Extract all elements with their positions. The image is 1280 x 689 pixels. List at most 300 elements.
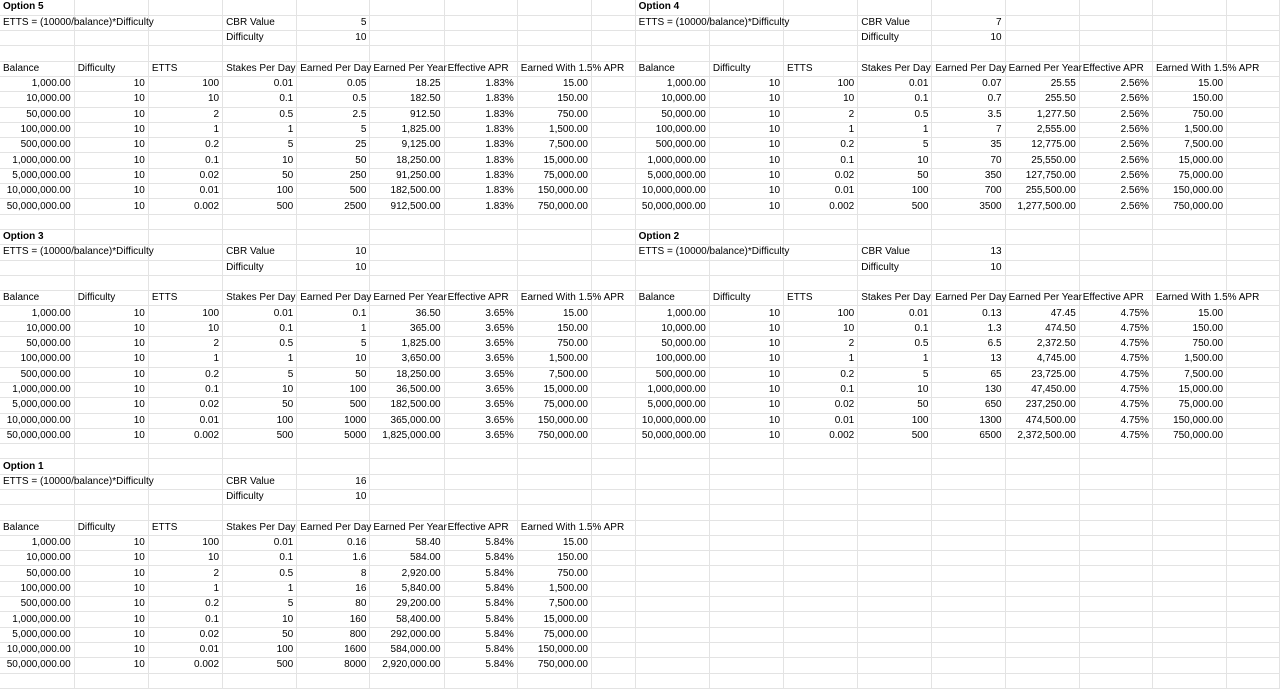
stakes-cell[interactable]: 100 bbox=[858, 184, 932, 199]
sheet-cell[interactable] bbox=[709, 551, 783, 566]
sheet-cell[interactable] bbox=[932, 551, 1005, 566]
sheet-cell[interactable] bbox=[591, 642, 635, 657]
sheet-cell[interactable] bbox=[0, 46, 74, 61]
column-header[interactable]: Balance bbox=[635, 61, 709, 76]
balance-cell[interactable]: 100,000.00 bbox=[635, 352, 709, 367]
earned-15-apr-cell[interactable]: 750,000.00 bbox=[517, 199, 591, 214]
etts-cell[interactable]: 0.02 bbox=[784, 398, 858, 413]
balance-cell[interactable]: 10,000.00 bbox=[635, 92, 709, 107]
sheet-cell[interactable] bbox=[709, 535, 783, 550]
earned-per-year-cell[interactable]: 2,372,500.00 bbox=[1005, 428, 1079, 443]
sheet-cell[interactable] bbox=[370, 490, 444, 505]
sheet-cell[interactable] bbox=[444, 245, 517, 260]
sheet-cell[interactable] bbox=[444, 673, 517, 688]
earned-15-apr-cell[interactable]: 7,500.00 bbox=[1152, 138, 1226, 153]
sheet-cell[interactable] bbox=[444, 31, 517, 46]
column-header[interactable]: Balance bbox=[0, 291, 74, 306]
apr-cell[interactable]: 3.65% bbox=[444, 428, 517, 443]
sheet-cell[interactable] bbox=[635, 658, 709, 673]
formula-label[interactable]: ETTS = (10000/balance)*Difficulty bbox=[635, 15, 709, 30]
balance-cell[interactable]: 50,000.00 bbox=[0, 337, 74, 352]
etts-cell[interactable]: 0.002 bbox=[148, 199, 222, 214]
sheet-cell[interactable] bbox=[858, 214, 932, 229]
sheet-cell[interactable] bbox=[1227, 275, 1280, 290]
sheet-cell[interactable] bbox=[709, 444, 783, 459]
sheet-cell[interactable] bbox=[1227, 505, 1280, 520]
earned-per-year-cell[interactable]: 18,250.00 bbox=[370, 153, 444, 168]
difficulty-cell[interactable]: 10 bbox=[74, 535, 148, 550]
sheet-cell[interactable] bbox=[1005, 46, 1079, 61]
sheet-cell[interactable] bbox=[1152, 31, 1226, 46]
etts-cell[interactable]: 0.002 bbox=[148, 658, 222, 673]
earned-per-year-cell[interactable]: 1,825.00 bbox=[370, 337, 444, 352]
sheet-cell[interactable] bbox=[1079, 627, 1152, 642]
sheet-cell[interactable] bbox=[1227, 566, 1280, 581]
etts-cell[interactable]: 1 bbox=[148, 581, 222, 596]
etts-cell[interactable]: 10 bbox=[784, 92, 858, 107]
sheet-cell[interactable] bbox=[591, 673, 635, 688]
sheet-cell[interactable] bbox=[858, 474, 932, 489]
earned-per-year-cell[interactable]: 23,725.00 bbox=[1005, 367, 1079, 382]
sheet-cell[interactable] bbox=[932, 581, 1005, 596]
earned-per-year-cell[interactable]: 912.50 bbox=[370, 107, 444, 122]
earned-per-year-cell[interactable]: 58.40 bbox=[370, 535, 444, 550]
balance-cell[interactable]: 50,000,000.00 bbox=[635, 199, 709, 214]
sheet-cell[interactable] bbox=[1152, 260, 1226, 275]
stakes-cell[interactable]: 0.1 bbox=[223, 92, 297, 107]
sheet-cell[interactable] bbox=[0, 490, 74, 505]
sheet-cell[interactable] bbox=[784, 490, 858, 505]
difficulty-cell[interactable]: 10 bbox=[74, 337, 148, 352]
stakes-cell[interactable]: 100 bbox=[858, 413, 932, 428]
sheet-cell[interactable] bbox=[297, 459, 370, 474]
stakes-cell[interactable]: 0.01 bbox=[858, 306, 932, 321]
difficulty-label[interactable]: Difficulty bbox=[223, 260, 297, 275]
earned-15-apr-cell[interactable]: 75,000.00 bbox=[517, 168, 591, 183]
sheet-cell[interactable] bbox=[1227, 214, 1280, 229]
sheet-cell[interactable] bbox=[1152, 627, 1226, 642]
apr-cell[interactable]: 4.75% bbox=[1079, 306, 1152, 321]
sheet-cell[interactable] bbox=[591, 153, 635, 168]
sheet-cell[interactable] bbox=[1005, 642, 1079, 657]
sheet-cell[interactable] bbox=[932, 535, 1005, 550]
etts-cell[interactable]: 2 bbox=[148, 337, 222, 352]
sheet-cell[interactable] bbox=[1152, 459, 1226, 474]
sheet-cell[interactable] bbox=[1005, 490, 1079, 505]
sheet-cell[interactable] bbox=[784, 520, 858, 535]
difficulty-cell[interactable]: 10 bbox=[74, 168, 148, 183]
sheet-cell[interactable] bbox=[591, 107, 635, 122]
sheet-cell[interactable] bbox=[1152, 535, 1226, 550]
earned-per-day-cell[interactable]: 130 bbox=[932, 382, 1005, 397]
difficulty-cell[interactable]: 10 bbox=[74, 566, 148, 581]
difficulty-cell[interactable]: 10 bbox=[74, 642, 148, 657]
sheet-cell[interactable] bbox=[1079, 275, 1152, 290]
sheet-cell[interactable] bbox=[223, 459, 297, 474]
earned-per-day-cell[interactable]: 13 bbox=[932, 352, 1005, 367]
formula-label[interactable]: ETTS = (10000/balance)*Difficulty bbox=[0, 245, 74, 260]
sheet-cell[interactable] bbox=[1152, 551, 1226, 566]
sheet-cell[interactable] bbox=[635, 444, 709, 459]
sheet-cell[interactable] bbox=[1227, 76, 1280, 91]
stakes-cell[interactable]: 10 bbox=[223, 612, 297, 627]
sheet-cell[interactable] bbox=[1005, 0, 1079, 15]
sheet-cell[interactable] bbox=[932, 612, 1005, 627]
earned-per-day-cell[interactable]: 1.3 bbox=[932, 321, 1005, 336]
sheet-cell[interactable] bbox=[1152, 214, 1226, 229]
balance-cell[interactable]: 1,000,000.00 bbox=[0, 382, 74, 397]
sheet-cell[interactable] bbox=[223, 444, 297, 459]
earned-15-apr-cell[interactable]: 75,000.00 bbox=[1152, 168, 1226, 183]
sheet-cell[interactable] bbox=[74, 505, 148, 520]
stakes-cell[interactable]: 50 bbox=[223, 627, 297, 642]
sheet-cell[interactable] bbox=[1152, 275, 1226, 290]
column-header[interactable]: Difficulty bbox=[709, 291, 783, 306]
sheet-cell[interactable] bbox=[444, 459, 517, 474]
sheet-cell[interactable] bbox=[517, 505, 591, 520]
apr-cell[interactable]: 4.75% bbox=[1079, 413, 1152, 428]
sheet-cell[interactable] bbox=[1227, 46, 1280, 61]
earned-per-day-cell[interactable]: 0.1 bbox=[297, 306, 370, 321]
balance-cell[interactable]: 1,000.00 bbox=[635, 76, 709, 91]
sheet-cell[interactable] bbox=[591, 31, 635, 46]
sheet-cell[interactable] bbox=[709, 31, 783, 46]
sheet-cell[interactable] bbox=[517, 673, 591, 688]
sheet-cell[interactable] bbox=[0, 260, 74, 275]
apr-cell[interactable]: 4.75% bbox=[1079, 428, 1152, 443]
sheet-cell[interactable] bbox=[1005, 15, 1079, 30]
earned-per-year-cell[interactable]: 29,200.00 bbox=[370, 597, 444, 612]
sheet-cell[interactable] bbox=[1227, 413, 1280, 428]
difficulty-cell[interactable]: 10 bbox=[709, 122, 783, 137]
difficulty-cell[interactable]: 10 bbox=[74, 398, 148, 413]
sheet-cell[interactable] bbox=[1005, 260, 1079, 275]
apr-cell[interactable]: 1.83% bbox=[444, 138, 517, 153]
column-header[interactable]: Stakes Per Day bbox=[223, 61, 297, 76]
sheet-cell[interactable] bbox=[1005, 658, 1079, 673]
apr-cell[interactable]: 5.84% bbox=[444, 642, 517, 657]
column-header[interactable]: Earned Per Year bbox=[1005, 61, 1079, 76]
balance-cell[interactable]: 1,000.00 bbox=[0, 306, 74, 321]
stakes-cell[interactable]: 10 bbox=[223, 382, 297, 397]
sheet-cell[interactable] bbox=[635, 490, 709, 505]
etts-cell[interactable]: 0.02 bbox=[148, 627, 222, 642]
sheet-cell[interactable] bbox=[932, 214, 1005, 229]
balance-cell[interactable]: 50,000,000.00 bbox=[0, 199, 74, 214]
sheet-cell[interactable] bbox=[297, 46, 370, 61]
sheet-cell[interactable] bbox=[709, 581, 783, 596]
sheet-cell[interactable] bbox=[74, 31, 148, 46]
earned-per-day-cell[interactable]: 5000 bbox=[297, 428, 370, 443]
etts-cell[interactable]: 0.01 bbox=[148, 413, 222, 428]
sheet-cell[interactable] bbox=[784, 275, 858, 290]
earned-15-apr-cell[interactable]: 150,000.00 bbox=[1152, 413, 1226, 428]
sheet-cell[interactable] bbox=[591, 612, 635, 627]
column-header[interactable]: Balance bbox=[0, 520, 74, 535]
sheet-cell[interactable] bbox=[370, 46, 444, 61]
column-header[interactable]: ETTS bbox=[148, 520, 222, 535]
sheet-cell[interactable] bbox=[784, 597, 858, 612]
sheet-cell[interactable] bbox=[1079, 229, 1152, 244]
earned-15-apr-cell[interactable]: 7,500.00 bbox=[517, 597, 591, 612]
sheet-cell[interactable] bbox=[1227, 535, 1280, 550]
sheet-cell[interactable] bbox=[1079, 551, 1152, 566]
sheet-cell[interactable] bbox=[1227, 168, 1280, 183]
sheet-cell[interactable] bbox=[517, 15, 591, 30]
earned-per-year-cell[interactable]: 1,277,500.00 bbox=[1005, 199, 1079, 214]
earned-per-year-cell[interactable]: 2,920,000.00 bbox=[370, 658, 444, 673]
sheet-cell[interactable] bbox=[223, 46, 297, 61]
earned-per-year-cell[interactable]: 1,825.00 bbox=[370, 122, 444, 137]
etts-cell[interactable]: 0.002 bbox=[148, 428, 222, 443]
sheet-cell[interactable] bbox=[591, 15, 635, 30]
sheet-cell[interactable] bbox=[932, 505, 1005, 520]
difficulty-cell[interactable]: 10 bbox=[74, 367, 148, 382]
sheet-cell[interactable] bbox=[709, 597, 783, 612]
sheet-cell[interactable] bbox=[517, 245, 591, 260]
sheet-cell[interactable] bbox=[709, 275, 783, 290]
stakes-cell[interactable]: 0.01 bbox=[223, 306, 297, 321]
sheet-cell[interactable] bbox=[858, 490, 932, 505]
sheet-cell[interactable] bbox=[709, 566, 783, 581]
difficulty-cell[interactable]: 10 bbox=[74, 581, 148, 596]
column-header[interactable]: Stakes Per Day bbox=[858, 291, 932, 306]
earned-per-day-cell[interactable]: 8000 bbox=[297, 658, 370, 673]
balance-cell[interactable]: 1,000.00 bbox=[0, 535, 74, 550]
etts-cell[interactable]: 1 bbox=[148, 122, 222, 137]
stakes-cell[interactable]: 0.1 bbox=[858, 321, 932, 336]
earned-15-apr-cell[interactable]: 150,000.00 bbox=[517, 184, 591, 199]
difficulty-cell[interactable]: 10 bbox=[709, 138, 783, 153]
sheet-cell[interactable] bbox=[591, 413, 635, 428]
cbr-label[interactable]: CBR Value bbox=[223, 245, 297, 260]
sheet-cell[interactable] bbox=[858, 597, 932, 612]
etts-cell[interactable]: 0.002 bbox=[784, 199, 858, 214]
sheet-cell[interactable] bbox=[223, 229, 297, 244]
earned-per-year-cell[interactable]: 1,825,000.00 bbox=[370, 428, 444, 443]
earned-per-year-cell[interactable]: 36,500.00 bbox=[370, 382, 444, 397]
apr-cell[interactable]: 4.75% bbox=[1079, 352, 1152, 367]
sheet-cell[interactable] bbox=[591, 92, 635, 107]
earned-15-apr-cell[interactable]: 150.00 bbox=[517, 321, 591, 336]
sheet-cell[interactable] bbox=[1005, 612, 1079, 627]
sheet-cell[interactable] bbox=[591, 566, 635, 581]
sheet-cell[interactable] bbox=[1227, 642, 1280, 657]
sheet-cell[interactable] bbox=[148, 444, 222, 459]
balance-cell[interactable]: 50,000.00 bbox=[635, 107, 709, 122]
sheet-cell[interactable] bbox=[297, 229, 370, 244]
sheet-cell[interactable] bbox=[1005, 535, 1079, 550]
stakes-cell[interactable]: 0.5 bbox=[858, 337, 932, 352]
earned-15-apr-cell[interactable]: 150,000.00 bbox=[517, 642, 591, 657]
sheet-cell[interactable] bbox=[297, 673, 370, 688]
difficulty-cell[interactable]: 10 bbox=[709, 107, 783, 122]
earned-per-year-cell[interactable]: 9,125.00 bbox=[370, 138, 444, 153]
sheet-cell[interactable] bbox=[444, 229, 517, 244]
etts-cell[interactable]: 0.01 bbox=[148, 184, 222, 199]
column-header[interactable]: Balance bbox=[635, 291, 709, 306]
sheet-cell[interactable] bbox=[591, 76, 635, 91]
earned-per-year-cell[interactable]: 584,000.00 bbox=[370, 642, 444, 657]
sheet-cell[interactable] bbox=[1227, 367, 1280, 382]
sheet-cell[interactable] bbox=[1227, 352, 1280, 367]
difficulty-value[interactable]: 10 bbox=[297, 260, 370, 275]
stakes-cell[interactable]: 0.1 bbox=[223, 321, 297, 336]
sheet-cell[interactable] bbox=[444, 260, 517, 275]
sheet-cell[interactable] bbox=[1079, 535, 1152, 550]
etts-cell[interactable]: 100 bbox=[148, 76, 222, 91]
column-header[interactable]: Earned Per Year bbox=[370, 61, 444, 76]
sheet-cell[interactable] bbox=[517, 275, 591, 290]
apr-cell[interactable]: 4.75% bbox=[1079, 321, 1152, 336]
stakes-cell[interactable]: 100 bbox=[223, 642, 297, 657]
earned-15-apr-cell[interactable]: 150.00 bbox=[517, 551, 591, 566]
earned-per-year-cell[interactable]: 4,745.00 bbox=[1005, 352, 1079, 367]
sheet-cell[interactable] bbox=[1079, 245, 1152, 260]
earned-15-apr-cell[interactable]: 750.00 bbox=[1152, 337, 1226, 352]
earned-per-year-cell[interactable]: 292,000.00 bbox=[370, 627, 444, 642]
sheet-cell[interactable] bbox=[858, 520, 932, 535]
column-header[interactable]: Effective APR bbox=[1079, 61, 1152, 76]
sheet-cell[interactable] bbox=[74, 0, 148, 15]
sheet-cell[interactable] bbox=[784, 551, 858, 566]
stakes-cell[interactable]: 5 bbox=[858, 138, 932, 153]
sheet-cell[interactable] bbox=[1227, 474, 1280, 489]
sheet-cell[interactable] bbox=[635, 627, 709, 642]
sheet-cell[interactable] bbox=[1227, 398, 1280, 413]
column-header[interactable]: Earned Per Day bbox=[297, 291, 370, 306]
sheet-cell[interactable] bbox=[784, 444, 858, 459]
apr-cell[interactable]: 4.75% bbox=[1079, 398, 1152, 413]
sheet-cell[interactable] bbox=[709, 612, 783, 627]
column-header[interactable]: Earned Per Year bbox=[370, 520, 444, 535]
sheet-cell[interactable] bbox=[0, 31, 74, 46]
sheet-cell[interactable] bbox=[932, 490, 1005, 505]
sheet-cell[interactable] bbox=[1152, 581, 1226, 596]
stakes-cell[interactable]: 5 bbox=[223, 367, 297, 382]
sheet-cell[interactable] bbox=[591, 474, 635, 489]
difficulty-cell[interactable]: 10 bbox=[74, 352, 148, 367]
sheet-cell[interactable] bbox=[370, 673, 444, 688]
sheet-cell[interactable] bbox=[591, 428, 635, 443]
sheet-cell[interactable] bbox=[444, 214, 517, 229]
balance-cell[interactable]: 50,000,000.00 bbox=[635, 428, 709, 443]
sheet-cell[interactable] bbox=[1005, 673, 1079, 688]
sheet-cell[interactable] bbox=[635, 474, 709, 489]
sheet-cell[interactable] bbox=[444, 0, 517, 15]
difficulty-cell[interactable]: 10 bbox=[74, 658, 148, 673]
etts-cell[interactable]: 10 bbox=[148, 551, 222, 566]
sheet-cell[interactable] bbox=[932, 566, 1005, 581]
etts-cell[interactable]: 0.01 bbox=[148, 642, 222, 657]
earned-per-year-cell[interactable]: 25,550.00 bbox=[1005, 153, 1079, 168]
stakes-cell[interactable]: 50 bbox=[858, 168, 932, 183]
etts-cell[interactable]: 2 bbox=[784, 337, 858, 352]
sheet-cell[interactable] bbox=[784, 15, 858, 30]
earned-15-apr-cell[interactable]: 150.00 bbox=[1152, 321, 1226, 336]
formula-label[interactable]: ETTS = (10000/balance)*Difficulty bbox=[0, 15, 74, 30]
difficulty-cell[interactable]: 10 bbox=[74, 306, 148, 321]
column-header[interactable]: Earned With 1.5% APR bbox=[1152, 61, 1226, 76]
earned-per-year-cell[interactable]: 474,500.00 bbox=[1005, 413, 1079, 428]
sheet-cell[interactable] bbox=[591, 260, 635, 275]
difficulty-cell[interactable]: 10 bbox=[709, 153, 783, 168]
earned-per-day-cell[interactable]: 0.13 bbox=[932, 306, 1005, 321]
sheet-cell[interactable] bbox=[1005, 245, 1079, 260]
earned-15-apr-cell[interactable]: 150,000.00 bbox=[517, 413, 591, 428]
sheet-cell[interactable] bbox=[1227, 0, 1280, 15]
earned-15-apr-cell[interactable]: 7,500.00 bbox=[1152, 367, 1226, 382]
sheet-cell[interactable] bbox=[932, 627, 1005, 642]
column-header[interactable]: Earned With 1.5% APR bbox=[517, 520, 591, 535]
sheet-cell[interactable] bbox=[1227, 658, 1280, 673]
etts-cell[interactable]: 10 bbox=[148, 92, 222, 107]
earned-per-year-cell[interactable]: 12,775.00 bbox=[1005, 138, 1079, 153]
etts-cell[interactable]: 2 bbox=[784, 107, 858, 122]
sheet-cell[interactable] bbox=[1079, 46, 1152, 61]
earned-15-apr-cell[interactable]: 15,000.00 bbox=[517, 612, 591, 627]
balance-cell[interactable]: 10,000,000.00 bbox=[635, 413, 709, 428]
earned-15-apr-cell[interactable]: 15,000.00 bbox=[517, 382, 591, 397]
sheet-cell[interactable] bbox=[1005, 31, 1079, 46]
apr-cell[interactable]: 3.65% bbox=[444, 382, 517, 397]
etts-cell[interactable]: 0.2 bbox=[784, 138, 858, 153]
etts-cell[interactable]: 0.1 bbox=[148, 382, 222, 397]
earned-15-apr-cell[interactable]: 75,000.00 bbox=[1152, 398, 1226, 413]
apr-cell[interactable]: 5.84% bbox=[444, 658, 517, 673]
sheet-cell[interactable] bbox=[635, 505, 709, 520]
column-header[interactable]: Effective APR bbox=[444, 520, 517, 535]
sheet-cell[interactable] bbox=[1005, 566, 1079, 581]
earned-per-day-cell[interactable]: 700 bbox=[932, 184, 1005, 199]
sheet-cell[interactable] bbox=[784, 673, 858, 688]
earned-per-day-cell[interactable]: 500 bbox=[297, 398, 370, 413]
sheet-cell[interactable] bbox=[709, 490, 783, 505]
cbr-label[interactable]: CBR Value bbox=[858, 245, 932, 260]
column-header[interactable]: Earned Per Day bbox=[932, 291, 1005, 306]
earned-per-day-cell[interactable]: 160 bbox=[297, 612, 370, 627]
sheet-cell[interactable] bbox=[635, 566, 709, 581]
stakes-cell[interactable]: 50 bbox=[223, 398, 297, 413]
stakes-cell[interactable]: 1 bbox=[223, 581, 297, 596]
etts-cell[interactable]: 100 bbox=[784, 76, 858, 91]
sheet-cell[interactable] bbox=[297, 0, 370, 15]
sheet-cell[interactable] bbox=[1227, 92, 1280, 107]
earned-per-day-cell[interactable]: 6.5 bbox=[932, 337, 1005, 352]
sheet-cell[interactable] bbox=[635, 551, 709, 566]
sheet-cell[interactable] bbox=[370, 474, 444, 489]
sheet-cell[interactable] bbox=[635, 535, 709, 550]
difficulty-cell[interactable]: 10 bbox=[709, 168, 783, 183]
difficulty-cell[interactable]: 10 bbox=[709, 321, 783, 336]
apr-cell[interactable]: 1.83% bbox=[444, 184, 517, 199]
sheet-cell[interactable] bbox=[591, 199, 635, 214]
sheet-cell[interactable] bbox=[858, 551, 932, 566]
sheet-cell[interactable] bbox=[591, 597, 635, 612]
sheet-cell[interactable] bbox=[709, 642, 783, 657]
earned-per-day-cell[interactable]: 50 bbox=[297, 153, 370, 168]
sheet-cell[interactable] bbox=[0, 673, 74, 688]
difficulty-cell[interactable]: 10 bbox=[74, 551, 148, 566]
sheet-cell[interactable] bbox=[370, 229, 444, 244]
difficulty-cell[interactable]: 10 bbox=[74, 76, 148, 91]
sheet-cell[interactable] bbox=[1227, 260, 1280, 275]
sheet-cell[interactable] bbox=[858, 444, 932, 459]
earned-15-apr-cell[interactable]: 750,000.00 bbox=[517, 428, 591, 443]
apr-cell[interactable]: 1.83% bbox=[444, 122, 517, 137]
sheet-cell[interactable] bbox=[635, 46, 709, 61]
sheet-cell[interactable] bbox=[591, 245, 635, 260]
